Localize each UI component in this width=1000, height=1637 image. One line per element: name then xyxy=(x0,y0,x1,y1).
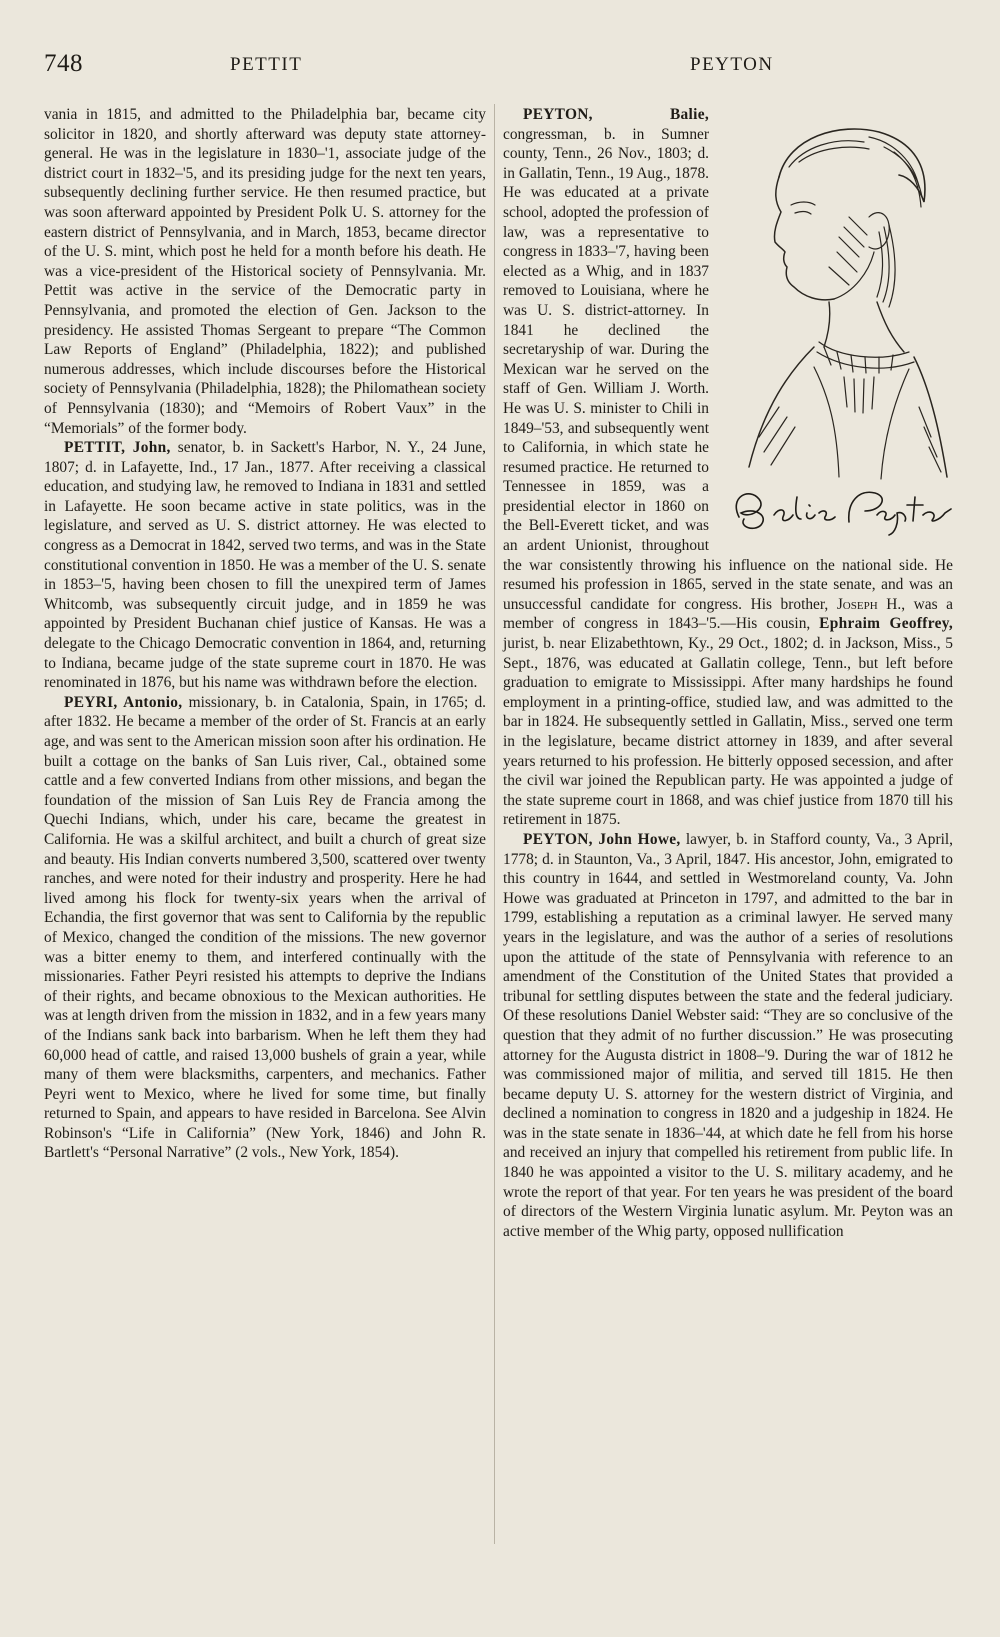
page-number: 748 xyxy=(44,50,83,77)
entry-body-peyton-balie-1: congressman, b. in Sumner county, Tenn., 26 Nov., 1803; d. in Gallatin, Tenn., 19 Aug., 1878. He was educated at a private school, adopted the profession of law, was a representative to congress in 1833–'7, having been elected as a Whig, and in 1837 removed to Louisiana, where he was U. S. district-attorney. In 1841 he declined the secretaryship of war. During the Mexican war he served on the staff of Gen. William J. Worth. He was U. S. minister to Chili in 1849–'53, and subsequently went to California, in which state he resumed practice. He returned to Tennessee in 1859, was a presidential elector in 1860 on the Bell-Everett ticket, and was an ardent Unionist, throughout the war consistently throwing his influence on the national side. He resumed his profession in 1865, served in the state senate, and was an unsuccessful candidate for congress. His brother, xyxy=(503,125,953,613)
entry-peyton-john-howe xyxy=(503,830,953,1241)
running-head-left: PETTIT xyxy=(230,54,303,75)
small-caps-joseph: Joseph xyxy=(836,595,878,613)
column-divider xyxy=(494,104,495,1544)
continued-entry-text: vania in 1815, and admitted to the Philadelphia bar, became city solicitor in 1820, and shortly afterward was deputy state attorney-general. He was in the legislature in 1830–'1, associate judge of the district court in 1832–'5, and its presiding judge for the next ten years, subsequently declining further service. He then resumed practice, but was soon afterward appointed by President Polk U. S. attorney for the eastern district of Pennsylvania, and in March, 1853, became director of the U. S. mint, which post he held for a month before his death. He was a vice-president of the Historical society of Pennsylvania. Mr. Pettit was active in the service of the Democratic party in Pennsylvania, and promoted the election of Gen. Jackson to the presidency. He assisted Thomas Sergeant to prepare “The Common Law Reports of England” (Philadelphia, 1822); and published numerous addresses, which include discourses before the Historical society of Pennsylvania (Philadelphia, 1828); the Philomathean society of Pennsylvania (1830); and “Memoirs of Robert Vaux” in the “Memorials” of the former body. xyxy=(44,106,486,437)
entry-peyri-antonio xyxy=(44,693,486,1163)
signature-image xyxy=(719,477,959,537)
entry-body-peyton-john-howe: lawyer, b. in Stafford county, Va., 3 April, 1778; d. in Staunton, Va., 3 April, 1847. His ancestor, John, emigrated to this country in 1644, and settled in Westmoreland county, Va. John Howe was graduated at Princeton in 1797, and admitted to the bar in 1799, establishing a reputation as a criminal lawyer. He served many years in the legislature, and was the author of a series of resolutions upon the attitude of the state of Pennsylvania with reference to an amendment of the Constitution of the United States that provided a tribunal for settling disputes between the state and the federal judiciary. Of these resolutions Daniel Webster said: “They are so conclusive of the question that they admit of no further discussion.” He was prosecuting attorney for the Augusta district in 1808–'9. During the war of 1812 he was commissioned major of militia, and served till 1815. He then became deputy U. S. attorney for the western district of Virginia, and declined a nomination to congress in 1820 and a judgeship in 1824. He was in the state senate in 1836–'44, at which date he fell from his horse and received an injury that compelled his retirement from public life. In 1840 he was appointed a visitor to the U. S. military academy, and he wrote the report of that year. For ten years he was president of the board of directors of the Western Virginia lunatic asylum. Mr. Peyton was an active member of the Whig party, opposed nullification xyxy=(503,830,953,1240)
entry-pettit-john xyxy=(44,438,486,693)
running-head-right: PEYTON xyxy=(690,54,774,75)
headword-peyri-antonio: PEYRI, Antonio, xyxy=(64,693,183,711)
page-header xyxy=(0,50,1000,86)
headword-peyton-john-howe: PEYTON, John Howe, xyxy=(523,830,681,848)
headword-pettit-john: PETTIT, John, xyxy=(64,439,171,457)
headword-ephraim-geoffrey: Ephraim Geoffrey, xyxy=(819,615,954,633)
entry-body-ephraim-geoffrey: jurist, b. near Elizabethtown, Ky., 29 Oct., 1802; d. in Jackson, Miss., 5 Sept., 1876, was educated at Gallatin college, Tenn., but left before graduation to emigrate to Mississippi. After many hardships he found employment in a printing-office, studied law, and was admitted to the bar in 1824. He subsequently settled in Gallatin, Miss., served one term in the legislature, became district attorney in 1839, and after several years returned to his profession. He bitterly opposed secession, and after the civil war joined the Republican party. He was appointed a judge of the state supreme court in 1868, and was chief justice from 1870 till his retirement in 1875. xyxy=(503,635,953,829)
entry-body-pettit-john: senator, b. in Sackett's Harbor, N. Y., 24 June, 1807; d. in Lafayette, Ind., 17 Jan., 1877. After receiving a classical education, and studying law, he removed to Indiana in 1831 and settled in Lafayette. He soon became active in state politics, was in the legislature, and served as U. S. district attorney. He was elected to congress as a Democrat in 1842, served two terms, and was in the State constitutional convention in 1850. He was a member of the U. S. senate in 1853–'5, having been chosen to fill the unexpired term of James Whitcomb, was subsequently circuit judge, and in 1859 he was appointed by President Buchanan chief justice of Kansas. He was a delegate to the Chicago Democratic convention in 1864, and, returning to Indiana, became judge of the state supreme court in 1870. He was renominated in 1876, but his name was withdrawn before the election. xyxy=(44,439,486,692)
portrait-figure xyxy=(719,107,957,537)
entry-body-peyton-balie-2: H., was a member of congress in 1843–'5.—His cousin, xyxy=(503,595,953,633)
left-column xyxy=(44,105,486,1163)
portrait-engraving xyxy=(719,107,957,487)
entry-body-peyri-antonio: missionary, b. in Catalonia, Spain, in 1765; d. after 1832. He became a member of the order of St. Francis at an early age, and was sent to the American mission soon after his ordination. He built a cottage on the banks of San Luis river, Cal., obtained some cattle and a few converted Indians from other missions, and began the foundation of the mission of San Luis Rey de Francia among the Quechi Indians, which, under his care, became the greatest in California. He was a skilful architect, and built a church of great size and beauty. His Indian converts numbered 3,500, scattered over twenty ranches, and were noted for their industry and prosperity. Here he had lived among his flock for twenty-six years when the arrival of Echandia, the first governor that was sent to California by the republic of Mexico, changed the condition of the missions. The new governor was a bitter enemy to them, and interfered continually with the missionaries. Father Peyri resisted his attempts to deprive the Indians of their rights, and became obnoxious to the Mexican authorities. He was at length driven from the mission in 1832, and in a few years many of the Indians sank back into barbarism. When he left them they had 60,000 head of cattle, and raised 13,000 bushels of grain a year, while many of them were blacksmiths, carpenters, and mechanics. Father Peyri went to Mexico, where he lived for some time, but finally returned to Spain, and appears to have resided in Barcelona. See Alvin Robinson's “Life in California” (New York, 1846) and John R. Bartlett's “Personal Narrative” (2 vols., New York, 1854). xyxy=(44,693,486,1162)
headword-peyton-balie: PEYTON, Balie, xyxy=(523,106,709,123)
right-column xyxy=(503,105,953,1241)
